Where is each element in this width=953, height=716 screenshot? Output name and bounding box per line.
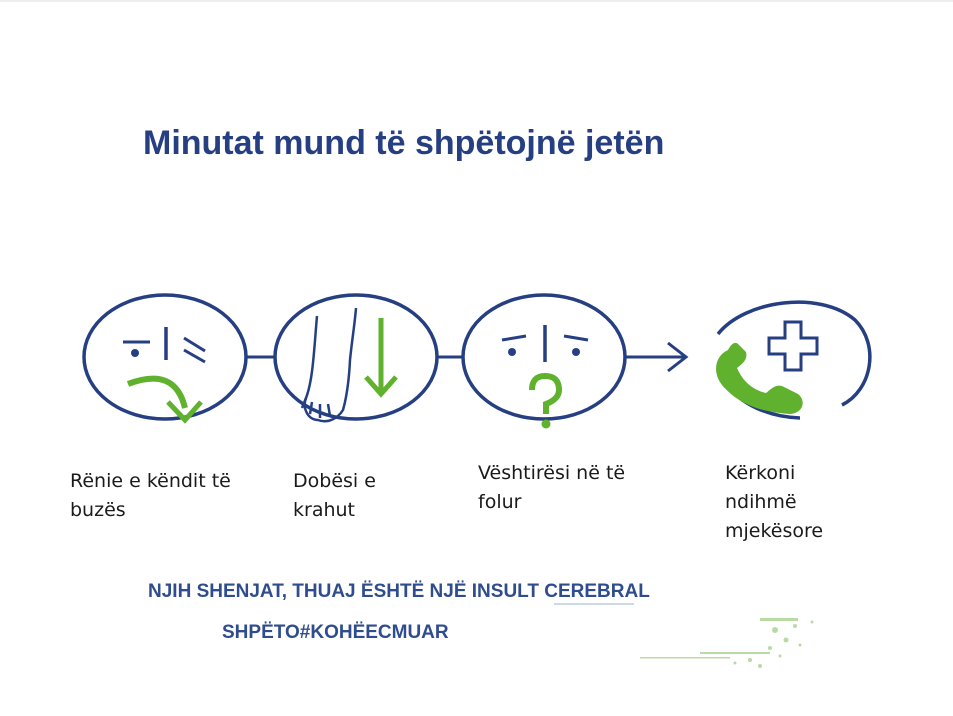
page-title: Minutat mund të shpëtojnë jetën	[143, 124, 665, 162]
footer-hashtag: SHPËTO#KOHËECMUAR	[222, 622, 449, 643]
step-label-mouth-droop: Rënie e këndit të buzës	[70, 470, 231, 521]
step-label-seek-help: Kërkoni ndihmë mjekësore	[725, 462, 824, 542]
footer-slogan: NJIH SHENJAT, THUAJ ËSHTË NJË INSULT CEREBRAL	[148, 581, 650, 602]
step-label-arm-weakness: Dobësi e krahut	[293, 470, 376, 521]
step-label-speech-difficulty: Vështirësi në të folur	[478, 462, 626, 513]
